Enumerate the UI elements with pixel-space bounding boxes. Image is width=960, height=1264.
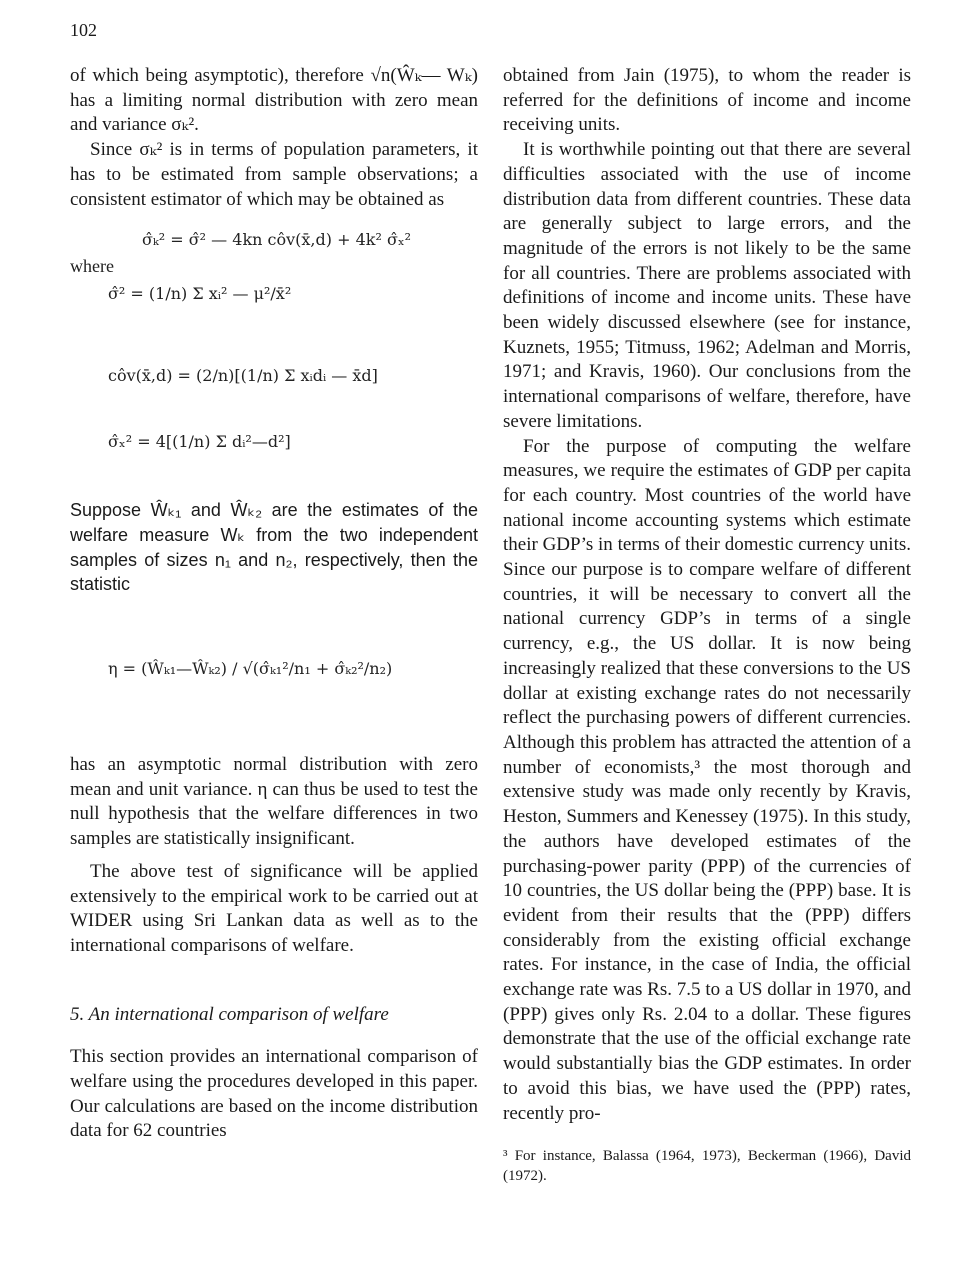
footnote-3: ³ For instance, Balassa (1964, 1973), Beckerman (1966), David (1972).: [503, 1148, 911, 1185]
equation-sigma-hat-text: σ̂² = (1/n) Σ xᵢ² — μ²/x̄²: [108, 284, 292, 304]
equation-eta-text: η = (Ŵₖ₁—Ŵₖ₂) / √(σ̂ₖ₁²/n₁ + σ̂ₖ₂²/n₂): [108, 659, 393, 679]
paragraph-asymptotic-normal: has an asymptotic normal distribution with zero mean and unit variance. η can thus be used to test the null hypothesis that the welfare differences in two samples are statistically insignificant.: [70, 754, 478, 850]
paragraph-section-intro: This section provides an international comparison of welfare using the procedures developed in this paper. Our calculations are based on the income distribution data for 62 countries: [70, 1046, 478, 1142]
paragraph-test-application: The above test of significance will be applied extensively to the empirical work to be carried out at WIDER using Sri Lankan data as well as to the international comparisons of welfare.: [70, 860, 478, 956]
section-heading: 5. An international comparison of welfare: [70, 1003, 389, 1025]
where-label-row: [70, 252, 478, 278]
paragraph-jain: obtained from Jain (1975), to whom the reader is referred for the definitions of income and income receiving units.: [503, 65, 911, 136]
left-column: [70, 64, 478, 1144]
equation-eta-statistic: [70, 597, 478, 747]
paragraph-asymptotic: of which being asymptotic), therefore √n(Ŵₖ— Wₖ) has a limiting normal distribution with zero mean and variance σₖ².: [70, 65, 478, 136]
paragraph-difficulties: It is worthwhile pointing out that there are several difficulties associated with the use of income distribution data from different countries. These data are generally subject to large errors, and the magnitude of the errors is not likely to be the same for all countries. There are problems associated with definitions of income and income units. These have been widely discussed elsewhere (see for instance, Kuznets, 1955; Titmuss, 1962; Adelman and Morris, 1971; and Kravis, 1960). Our conclusions from the international comparisons of welfare, therefore, have severe limitations.: [503, 139, 911, 432]
equation-sigma-d: [70, 416, 478, 482]
paragraph-estimator-intro: Since σₖ² is in terms of population parameters, it has to be estimated from sample observations; a consistent estimator of which may be obtained as: [70, 139, 478, 210]
page-number: 102: [70, 20, 97, 40]
right-column: [503, 64, 911, 1186]
equation-sigma-d-text: σ̂ₓ² = 4[(1/n) Σ dᵢ²—d²]: [108, 432, 291, 452]
paragraph-suppose: Suppose Ŵₖ₁ and Ŵₖ₂ are the estimates of the welfare measure Wₖ from the two independent samples of sizes n₁ and n₂, respectively, then the statistic: [70, 500, 478, 595]
equation-variance-estimator-text: σ̂ₖ² = σ̂² — 4kn côv(x̄,d) + 4k² σ̂ₓ²: [142, 230, 412, 250]
equation-covariance: [70, 340, 478, 416]
equation-covariance-text: côv(x̄,d) = (2/n)[(1/n) Σ xᵢdᵢ — x̄d]: [108, 366, 378, 386]
paragraph-gdp-ppp: For the purpose of computing the welfare measures, we require the estimates of GDP per capita for each country. Most countries of the world have national income accounting systems which estimate their GDP’s in terms of their domestic currency units. Since our purpose is to compare welfare of different countries, it will be necessary to convert all the national currency GDP’s in terms of a single currency, e.g., the US dollar. It is now being increasingly realized that these conversions to the US dollar at existing exchange rates do not necessarily reflect the purchasing powers of different currencies. Although this problem has attracted the attention of a number of economists,³ the most thorough and extensive study was made only recently by Kravis, Heston, Summers and Kenessey (1975). In this study, the authors have developed estimates of the purchasing-power parity (PPP) of the currencies of 10 countries, the US dollar being the (PPP) base. It is evident from their results that the (PPP) differs considerably from the existing official exchange rates. For instance, in the case of India, the official exchange rate was Rs. 7.5 to a US dollar in 1970, and (PPP) gives only Rs. 2.04 to a dollar. These figures demonstrate that the use of the official exchange rate would substantially bias the GDP estimates. In order to avoid this bias, we have used the (PPP) rates, recently pro-: [503, 435, 911, 1124]
equation-variance-estimator: [70, 212, 478, 252]
equation-sigma-hat: [70, 278, 478, 340]
where-label: where: [70, 256, 114, 277]
